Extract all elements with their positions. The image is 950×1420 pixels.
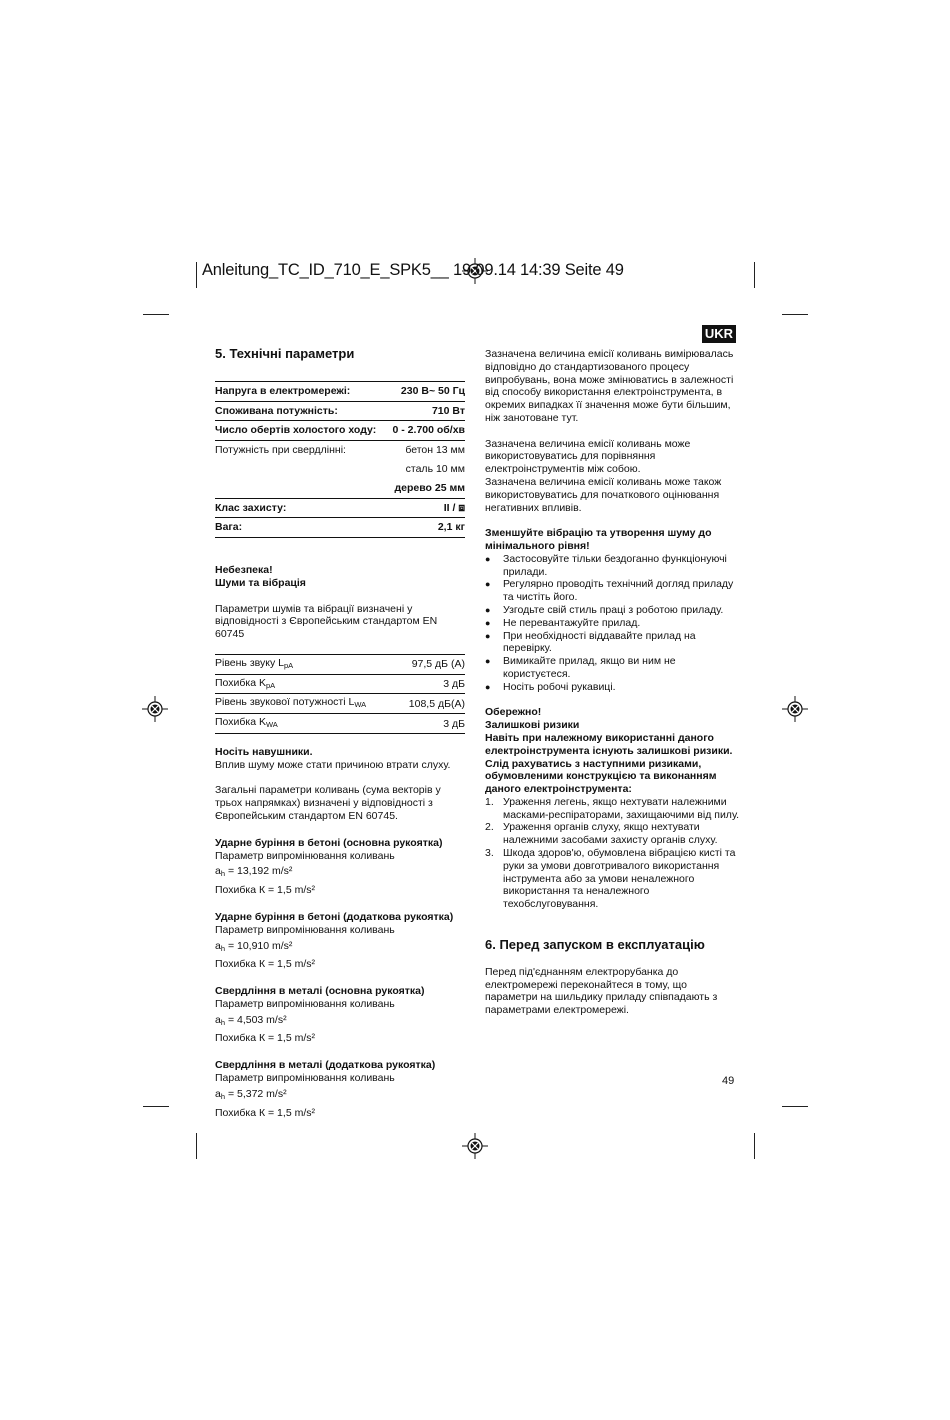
emission-text-2: Зазначена величина емісії коливань може використовуватись для порівняння електроінструментів між собою.: [485, 437, 691, 476]
reduce-list: [485, 553, 740, 694]
crop-mark: [143, 1106, 169, 1107]
page-number: 49: [722, 1075, 735, 1087]
caution-title: Обережно!: [485, 706, 542, 719]
ear-protection-text: Вплив шуму може стати причиною втрати слуху.: [215, 758, 451, 771]
registration-mark-icon: [142, 696, 168, 722]
residual-text: Навіть при належному використанні даного електроінструмента існують залишкові ризики. Слід рахуватись з наступними ризиками, обумовленими конструкцією та виконанням даного електроінструмента:: [485, 731, 733, 796]
list-item: 1. Ураження легень, якщо нехтувати належними масками-респіраторами, захищаючими від пилу.: [485, 795, 740, 821]
table-row: Споживана потужність: 710 Вт: [215, 401, 465, 421]
reduce-title: Зменшуйте вібрацію та утворення шуму до мінімального рівня!: [485, 527, 712, 552]
table-row: Клас захисту: II / ⧈: [215, 498, 465, 518]
danger-title: Небезпека!: [215, 564, 273, 577]
right-column: [485, 348, 740, 1017]
section-6-text: Перед під'єднанням електрорубанка до електромережі переконайтеся в тому, що параметри на шильдику приладу співпадають з параметрами електромережі.: [485, 965, 718, 1017]
specs-table: [215, 381, 465, 538]
table-row: сталь 10 мм: [405, 462, 465, 475]
list-item: ● Узгодьте свій стиль праці з роботою приладу.: [485, 604, 740, 617]
table-row: Рівень звуку $L_{pA}$ 97,5 дБ (A): [215, 654, 465, 674]
noise-table: [215, 654, 465, 734]
vibration-block: Свердління в металі (основна рукоятка) Параметр випромінювання коливань $a_h = 4,503$ m/s² Похибка К = 1,5 m/s²: [215, 985, 425, 1045]
vibration-block: Ударне буріння в бетоні (додаткова рукоятка) Параметр випромінювання коливань $a_h = 10,910$ m/s² Похибка К = 1,5 m/s²: [215, 910, 454, 971]
table-row: Число обертів холостого ходу: 0 - 2.700 об/хв: [215, 421, 465, 441]
table-row: Рівень звукової потужності $L_{WA}$ 108,5 дБ(A): [215, 694, 465, 714]
crop-mark: [754, 262, 755, 288]
list-item: ● Регулярно проводіть технічний догляд приладу та чистіть його.: [485, 578, 740, 604]
table-row: Потужність при свердлінні: бетон 13 мм: [215, 444, 465, 457]
table-row: Похибка $K_{WA}$ 3 дБ: [215, 714, 465, 734]
language-badge: UKR: [702, 325, 736, 343]
residual-title: Залишкові ризики: [485, 719, 580, 732]
section-6-title: 6. Перед запуском в експлуатацію: [485, 937, 705, 953]
left-column: [215, 348, 465, 1119]
section-5-title: 5. Технічні параметри: [215, 346, 355, 361]
table-row: Похибка $K_{pA}$ 3 дБ: [215, 674, 465, 694]
ear-protection-title: Носіть навушники.: [215, 745, 313, 758]
crop-mark: [782, 1106, 808, 1107]
table-row: Напруга в електромережі: 230 В~ 50 Гц: [215, 381, 465, 401]
crop-mark: [196, 1133, 197, 1159]
crop-mark: [754, 1133, 755, 1159]
list-item: 3. Шкода здоров'ю, обумовлена вібрацією кисті та руки за умови довготривалого використання інструмента або за умови неналежного використання та неналежного техобслуговування.: [485, 847, 736, 911]
vibration-text: Загальні параметри коливань (сума векторів у трьох напрямках) визначені у відповідності з Європейським стандартом EN 60745.: [215, 784, 441, 822]
list-item: ● Носіть робочі рукавиці.: [485, 681, 740, 694]
list-item: ● Вимикайте прилад, якщо ви ним не користуєтеся.: [485, 655, 740, 681]
registration-mark-icon: [782, 696, 808, 722]
list-item: ● Не перевантажуйте прилад.: [485, 617, 740, 630]
vibration-block: Свердління в металі (додаткова рукоятка) Параметр випромінювання коливань $a_h = 5,372$ m/s² Похибка К = 1,5 m/s²: [215, 1059, 436, 1119]
residual-list: [485, 796, 740, 911]
table-row: дерево 25 мм: [215, 479, 465, 498]
crop-mark: [782, 314, 808, 315]
crop-mark: [196, 262, 197, 288]
emission-text-3: Зазначена величина емісії коливань може також використовуватись для початкового оцінювання негативних впливів.: [485, 475, 722, 514]
registration-mark-icon: [462, 1133, 488, 1159]
print-header: Anleitung_TC_ID_710_E_SPK5__ 19.09.14 14:39 Seite 49: [202, 261, 624, 279]
emission-text-1: Зазначена величина емісії коливань вимірювалась відповідно до стандартизованого процесу випробувань, вона може змінюватись в залежності від способу використання електроінструмента, в окремих випадках її значення може бути більшим, ніж занотоване тут.: [485, 348, 734, 424]
list-item: ● При необхідності віддавайте прилад на перевірку.: [485, 630, 740, 656]
vibration-block: Ударне буріння в бетоні (основна рукоятка) Параметр випромінювання коливань $a_h = 13,192$ m/s² Похибка К = 1,5 m/s²: [215, 836, 443, 897]
crop-mark: [143, 314, 169, 315]
noise-intro: Параметри шумів та вібрації визначені у відповідності з Європейським стандартом EN 60745: [215, 602, 438, 641]
list-item: 2. Ураження органів слуху, якщо нехтувати належними засобами захисту органів слуху.: [485, 821, 718, 847]
noise-title: Шуми та вібрація: [215, 576, 306, 589]
list-item: ● Застосовуйте тільки бездоганно функціонуючі прилади.: [485, 553, 740, 579]
table-row: Вага: 2,1 кг: [215, 518, 465, 538]
